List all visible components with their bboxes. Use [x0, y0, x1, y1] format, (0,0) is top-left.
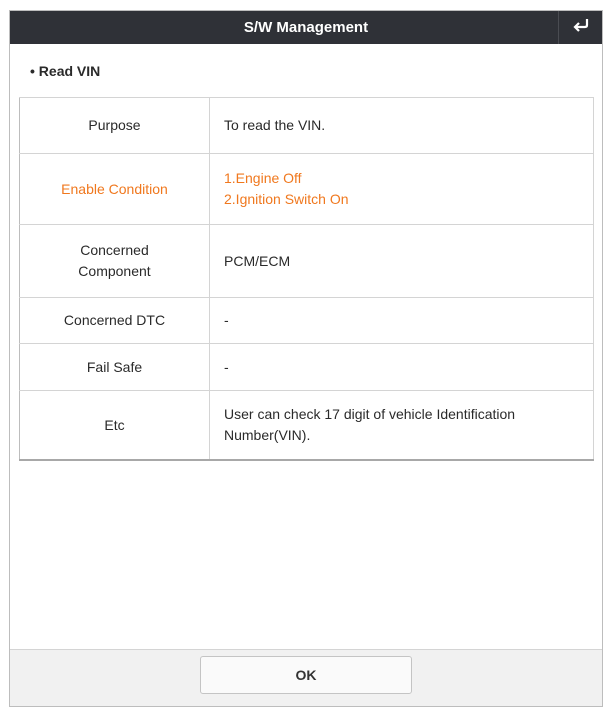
dialog-footer	[10, 649, 602, 706]
row-value	[210, 154, 594, 225]
value-line: Number(VIN).	[224, 427, 311, 443]
label-line: Component	[78, 263, 151, 279]
value-line: PCM/ECM	[224, 252, 291, 269]
row-value	[210, 391, 594, 461]
table-row	[20, 391, 594, 461]
value-line: 1.Engine Off	[224, 170, 302, 186]
value-line: -	[224, 312, 229, 328]
table-row	[20, 225, 594, 298]
section-title: • Read VIN	[30, 63, 101, 79]
value-line: To read the VIN.	[224, 117, 326, 133]
info-table	[19, 97, 594, 461]
back-button[interactable]	[558, 11, 602, 44]
row-value	[210, 344, 594, 391]
row-label: Purpose	[20, 98, 210, 154]
table-row	[20, 344, 594, 391]
row-value	[210, 298, 594, 344]
row-label	[20, 225, 210, 298]
label-line: Concerned	[80, 242, 149, 258]
table-row	[20, 98, 594, 154]
table-row	[20, 298, 594, 344]
return-arrow-icon	[571, 17, 591, 38]
value-line: 2.Ignition Switch On	[224, 191, 349, 207]
row-value	[210, 225, 594, 298]
ok-button[interactable]: OK	[200, 656, 412, 694]
row-label: Enable Condition	[20, 154, 210, 225]
table-row	[20, 154, 594, 225]
value-line: -	[224, 358, 229, 375]
dialog-window	[9, 10, 603, 707]
row-label: Fail Safe	[20, 344, 210, 391]
title-bar	[10, 11, 602, 44]
row-value	[210, 98, 594, 154]
dialog-title: S/W Management	[243, 19, 369, 36]
value-line: User can check 17 digit of vehicle Identification	[224, 406, 516, 422]
row-label: Etc	[20, 391, 210, 461]
row-label: Concerned DTC	[20, 298, 210, 344]
